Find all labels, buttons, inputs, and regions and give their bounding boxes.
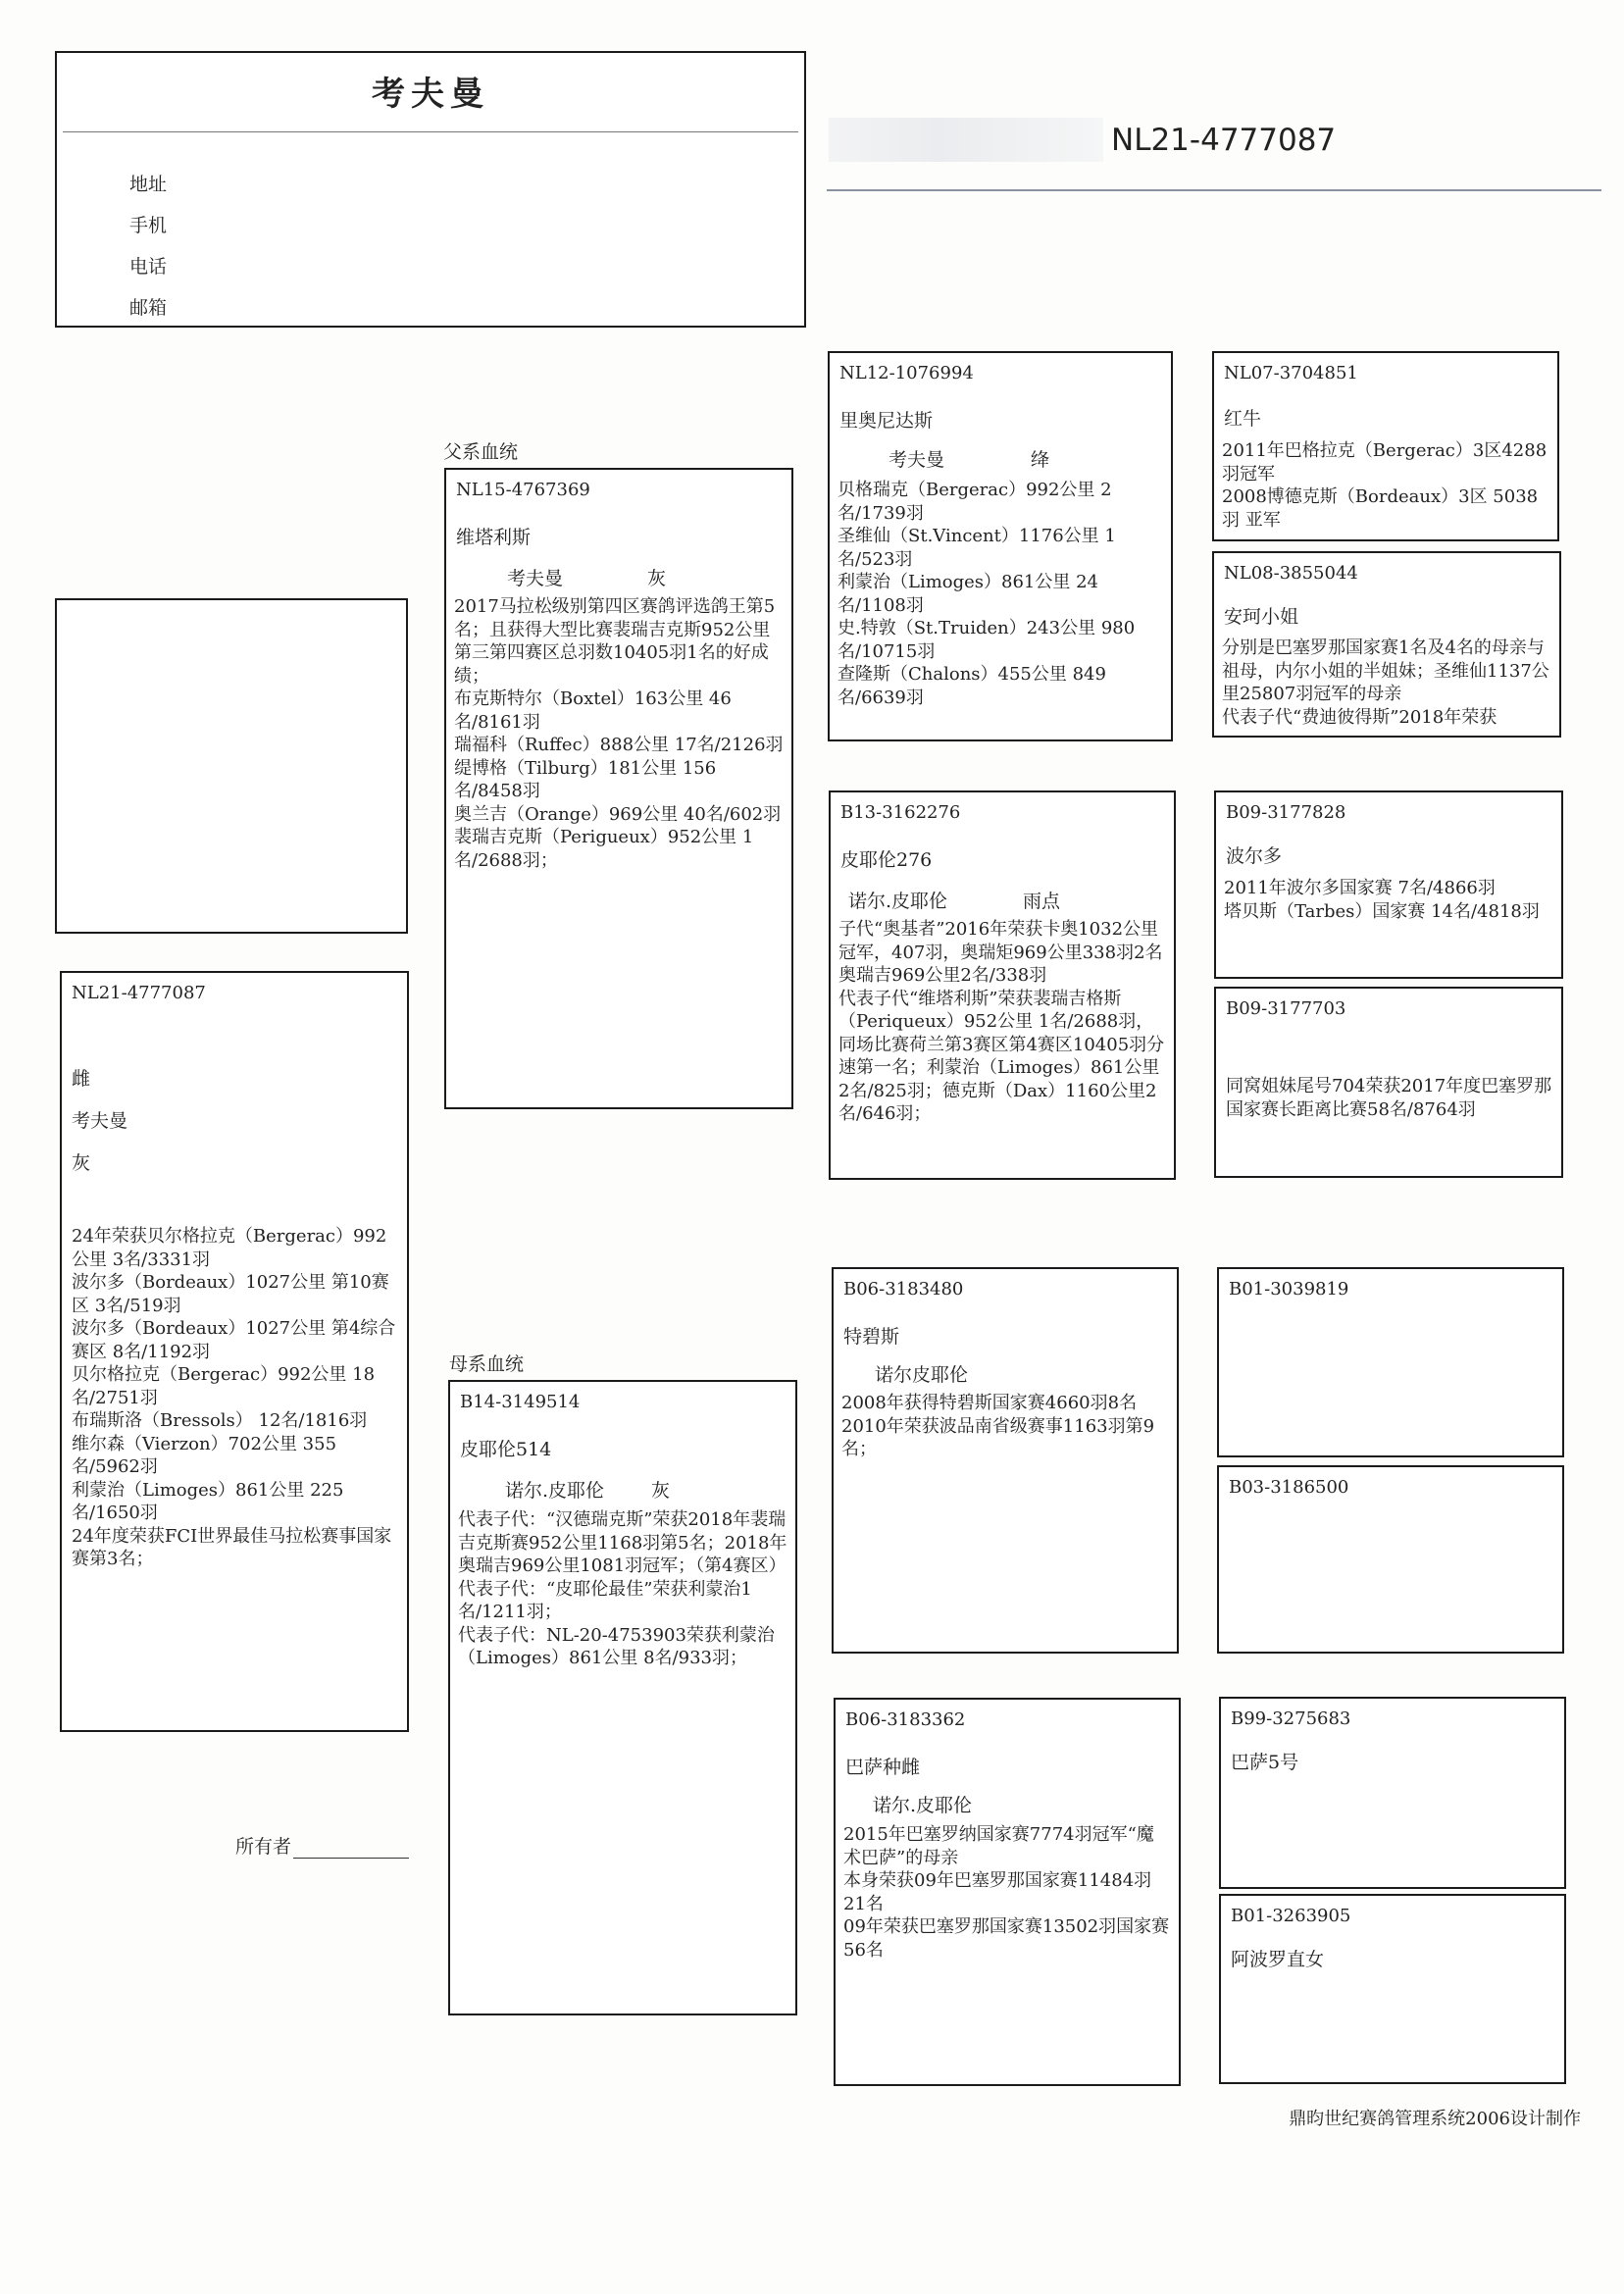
ddd-card [1219,1894,1566,2084]
email-label: 邮箱 [129,297,168,319]
dss-card [1217,1267,1564,1457]
ring-number: NL07-3704851 [1224,363,1358,383]
color: 雨点 [1023,891,1061,912]
pigeon-name: 特碧斯 [843,1326,900,1348]
pigeon-name: 里奥尼达斯 [839,410,934,432]
results: 2015年巴塞罗纳国家赛7774羽冠军“魔术巴萨”的母亲 本身荣获09年巴塞罗那国家赛11484羽21名 09年荣获巴塞罗那国家赛13502羽国家赛56名 [843,1824,1170,1961]
breeder: 诺尔.皮耶伦 [873,1795,973,1816]
dds-card [1219,1697,1566,1889]
pigeon-name: 皮耶伦276 [840,849,933,871]
owner-name: 考夫曼 [372,75,489,114]
color: 绛 [1031,449,1050,471]
results: 2011年巴格拉克（Bergerac）3区4288羽冠军 2008博德克斯（Bordeaux）3区 5038羽 亚军 [1222,440,1548,531]
breeder: 诺尔皮耶伦 [875,1364,969,1386]
owner-signature-label: 所有者 [235,1832,409,1859]
results: 同窝姐妹尾号704荣获2017年度巴塞罗那国家赛长距离比赛58名/8764羽 [1226,1076,1552,1120]
ring-number: B13-3162276 [840,802,961,823]
results: 2008年获得特碧斯国家赛4660羽8名 2010年荣获波品南省级赛事1163羽第9名； [841,1393,1155,1459]
subject-card [60,971,409,1732]
results: 24年荣获贝尔格拉克（Bergerac）992公里 3名/3331羽 波尔多（Bordeaux）1027公里 第10赛区 3名/519羽 波尔多（Bordeaux）1027公里 第4综合赛区 8名/1192羽 贝尔格拉克（Bergerac）992公里 18名/2751羽 布瑞斯洛（Bressols） 12名/1816羽 维尔森（Vierzon）702公里 355名/5962羽 利蒙治（Limoges）861公里 225名/1650羽 24年度荣获FCI世界最佳马拉松赛事国家赛第3名； [72,1226,396,1569]
breeder: 考夫曼 [72,1110,128,1132]
color: 灰 [72,1152,91,1174]
dam-dam-card [834,1698,1181,2086]
results: 贝格瑞克（Bergerac）992公里 2名/1739羽 圣维仙（St.Vincent）1176公里 1名/523羽 利蒙治（Limoges）861公里 24名/1108羽 史.特敦（St.Truiden）243公里 980名/10715羽 查隆斯（Chalons）455公里 849名/6639羽 [837,480,1136,708]
ring-number: B14-3149514 [460,1392,581,1412]
phone-label: 电话 [129,256,168,278]
pigeon-name: 皮耶伦514 [460,1439,552,1460]
ring-number: B03-3186500 [1229,1477,1349,1498]
sire-dam-card [829,790,1176,1180]
pigeon-name: 阿波罗直女 [1231,1949,1325,1970]
sire-card [444,468,793,1109]
sex: 雌 [72,1068,91,1090]
dam-line-label: 母系血统 [449,1353,525,1375]
ring-number: B01-3263905 [1231,1906,1351,1926]
color: 灰 [651,1480,671,1502]
sire-line-label: 父系血统 [443,441,519,463]
color: 灰 [647,568,667,589]
breeder: 考夫曼 [507,568,564,589]
ring-number: NL08-3855044 [1224,563,1358,584]
pigeon-name: 维塔利斯 [456,527,532,548]
results: 2011年波尔多国家赛 7名/4866羽 塔贝斯（Tarbes）国家赛 14名/4818羽 [1224,878,1540,922]
sds-card [1214,790,1563,979]
ring-number: B06-3183480 [843,1279,964,1300]
sdd-card [1214,987,1563,1178]
ring-number: B09-3177703 [1226,998,1346,1019]
pigeon-name: 巴萨种雌 [845,1757,921,1778]
ring-number: B99-3275683 [1231,1708,1351,1729]
ring-number: B01-3039819 [1229,1279,1349,1300]
results: 分别是巴塞罗那国家赛1名及4名的母亲与祖母，内尔小姐的半姐妹；圣维仙1137公里25807羽冠军的母亲 代表子代“费迪彼得斯”2018年荣获 [1222,637,1549,728]
ring-number: B06-3183362 [845,1709,966,1730]
signature-line [293,1858,409,1859]
ring-number: B09-3177828 [1226,802,1346,823]
divider [63,131,798,132]
breeder: 考夫曼 [888,449,945,471]
header-ring-number: NL21-4777087 [1111,123,1337,158]
sss-card [1212,351,1559,541]
photo-box [55,598,408,934]
header-divider [827,189,1601,191]
results: 代表子代：“汉德瑞克斯”荣获2018年裴瑞吉克斯赛952公里1168羽第5名；2018年奥瑞吉969公里1081羽冠军；（第4赛区） 代表子代：“皮耶伦最佳”荣获利蒙治1名/1211羽； 代表子代：NL-20-4753903荣获利蒙治（Limoges）861公里 8名/933羽； [458,1509,787,1668]
dam-sire-card [832,1267,1179,1654]
mobile-label: 手机 [129,215,168,236]
results: 2017马拉松级别第四区赛鸽评选鸽王第5名；且获得大型比赛裴瑞吉克斯952公里第三第四赛区总羽数10405羽1名的好成绩； 布克斯特尔（Boxtel）163公里 46名/8161羽 瑞福科（Ruffec）888公里 17名/2126羽 缇博格（Tilburg）181公里 156名/8458羽 奥兰吉（Orange）969公里 40名/602羽 裴瑞吉克斯（Perigueux）952公里 1名/2688羽； [454,596,784,871]
dam-card [448,1380,797,2015]
ssd-card [1212,551,1561,738]
footer-credit: 鼎昀世纪赛鸽管理系统2006设计制作 [1289,2109,1581,2129]
dsd-card [1217,1465,1564,1654]
sire-sire-card [828,351,1173,741]
pigeon-name: 波尔多 [1226,845,1283,867]
breeder: 诺尔.皮耶伦 [848,891,948,912]
scan-smudge [829,118,1103,162]
ring-number: NL21-4777087 [72,983,206,1003]
owner-box [55,51,806,328]
breeder: 诺尔.皮耶伦 [505,1480,605,1502]
ring-number: NL12-1076994 [839,363,974,383]
pigeon-name: 巴萨5号 [1231,1752,1299,1773]
pigeon-name: 红牛 [1224,408,1262,430]
address-label: 地址 [129,174,168,195]
ring-number: NL15-4767369 [456,480,590,500]
pigeon-name: 安珂小姐 [1224,606,1299,628]
results: 子代“奥基者”2016年荣获卡奥1032公里冠军，407羽，奥瑞矩969公里338羽2名 奥瑞吉969公里2名/338羽 代表子代“维塔利斯”荣获裴瑞吉格斯（Periqueux）952公里 1名/2688羽，同场比赛荷兰第3赛区第4赛区10405羽分速第一名；利蒙治（Limoges）861公里 2名/825羽；德克斯（Dax）1160公里2名/646羽； [838,919,1165,1124]
